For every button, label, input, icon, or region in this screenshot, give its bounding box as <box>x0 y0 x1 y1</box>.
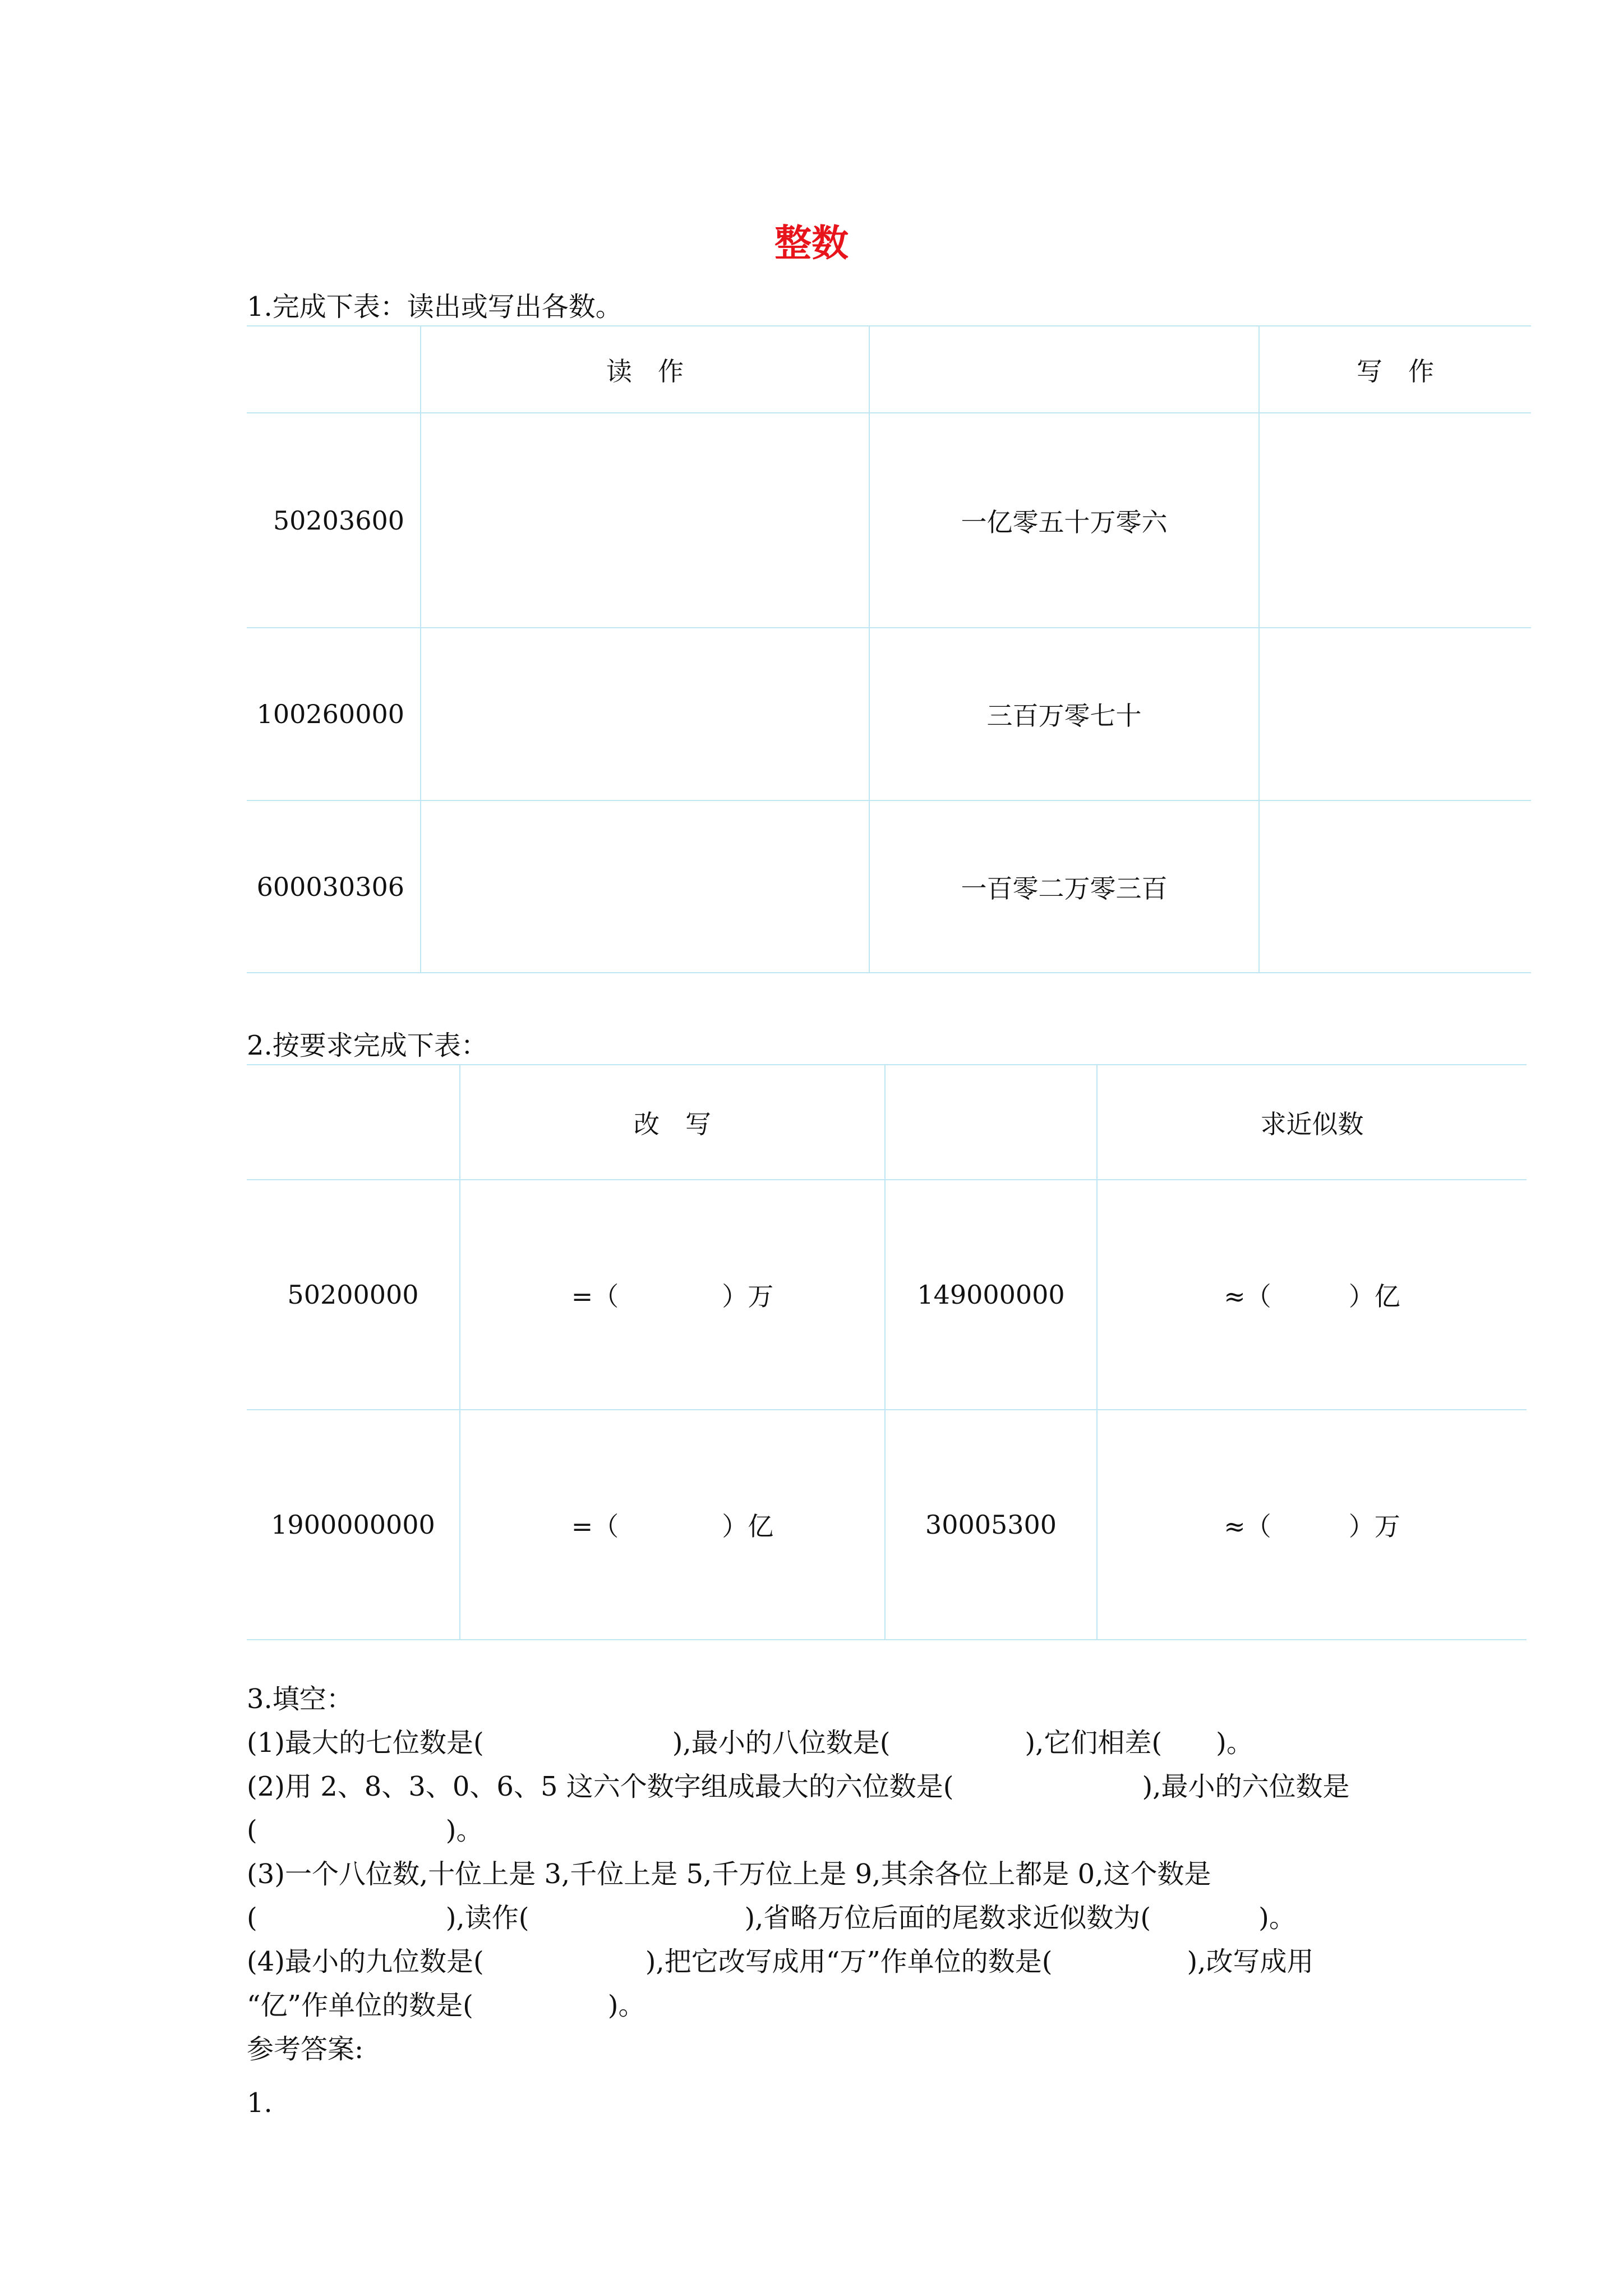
q1-header-cell <box>869 326 1259 413</box>
q1-write-answer-cell[interactable] <box>1259 800 1531 973</box>
q2-approx-cell[interactable]: ≈（ ）万 <box>1097 1410 1527 1640</box>
q1-header-row <box>247 326 1531 413</box>
q3-line-2-cont: ( )。 <box>247 1815 483 1846</box>
table-row <box>247 800 1531 973</box>
q1-number-cell: 100260000 <box>247 628 421 800</box>
q2-rewrite-cell[interactable]: =（ ）亿 <box>460 1410 885 1640</box>
q1-read-answer-cell[interactable] <box>421 628 869 800</box>
q2-header-cell: 改 写 <box>460 1065 885 1180</box>
q1-read-answer-cell[interactable] <box>421 413 869 628</box>
q2-number-cell: 1900000000 <box>247 1410 460 1640</box>
q2-number-cell: 50200000 <box>247 1180 460 1410</box>
table-row <box>247 1410 1527 1640</box>
q2-header-cell <box>247 1065 460 1180</box>
q1-header-cell: 读 作 <box>421 326 869 413</box>
q1-write-answer-cell[interactable] <box>1259 413 1531 628</box>
q2-header-cell: 求近似数 <box>1097 1065 1527 1180</box>
answers-item-1: 1. <box>247 2087 273 2119</box>
q3-line-4: (4)最小的九位数是( ),把它改写成用“万”作单位的数是( ),改写成用 <box>247 1946 1314 1977</box>
q1-words-cell: 一百零二万零三百 <box>869 800 1259 973</box>
q2-heading: 2.按要求完成下表： <box>247 1030 488 1061</box>
q1-write-answer-cell[interactable] <box>1259 628 1531 800</box>
q2-approx-cell[interactable]: ≈（ ）亿 <box>1097 1180 1527 1410</box>
q3-line-3: (3)一个八位数,十位上是 3,千位上是 5,千万位上是 9,其余各位上都是 0,这个数是 <box>247 1858 1211 1890</box>
q3-line-2: (2)用 2、8、3、0、6、5 这六个数字组成最大的六位数是( ),最小的六位数是 <box>247 1771 1350 1802</box>
q2-number2-cell: 149000000 <box>885 1180 1097 1410</box>
q3-line-3-cont: ( ),读作( ),省略万位后面的尾数求近似数为( )。 <box>247 1902 1296 1934</box>
q2-table <box>247 1064 1527 1640</box>
q1-header-cell: 写 作 <box>1259 326 1531 413</box>
q2-rewrite-cell[interactable]: =（ ）万 <box>460 1180 885 1410</box>
table-row <box>247 413 1531 628</box>
table-row <box>247 1180 1527 1410</box>
q1-table <box>247 325 1531 973</box>
table-row <box>247 628 1531 800</box>
page-title: 整数 <box>774 221 849 265</box>
q1-words-cell: 三百万零七十 <box>869 628 1259 800</box>
q1-number-cell: 600030306 <box>247 800 421 973</box>
q3-heading: 3.填空： <box>247 1683 353 1715</box>
q1-number-cell: 50203600 <box>247 413 421 628</box>
q2-header-row <box>247 1065 1527 1180</box>
q1-words-cell: 一亿零五十万零六 <box>869 413 1259 628</box>
q3-line-1: (1)最大的七位数是( ),最小的八位数是( ),它们相差( )。 <box>247 1727 1253 1759</box>
q3-line-4-cont: “亿”作单位的数是( )。 <box>247 1990 645 2021</box>
q1-read-answer-cell[interactable] <box>421 800 869 973</box>
q1-heading: 1.完成下表：读出或写出各数。 <box>247 291 623 323</box>
answers-heading: 参考答案: <box>247 2033 364 2065</box>
q2-header-cell <box>885 1065 1097 1180</box>
q2-number2-cell: 30005300 <box>885 1410 1097 1640</box>
q1-header-cell <box>247 326 421 413</box>
